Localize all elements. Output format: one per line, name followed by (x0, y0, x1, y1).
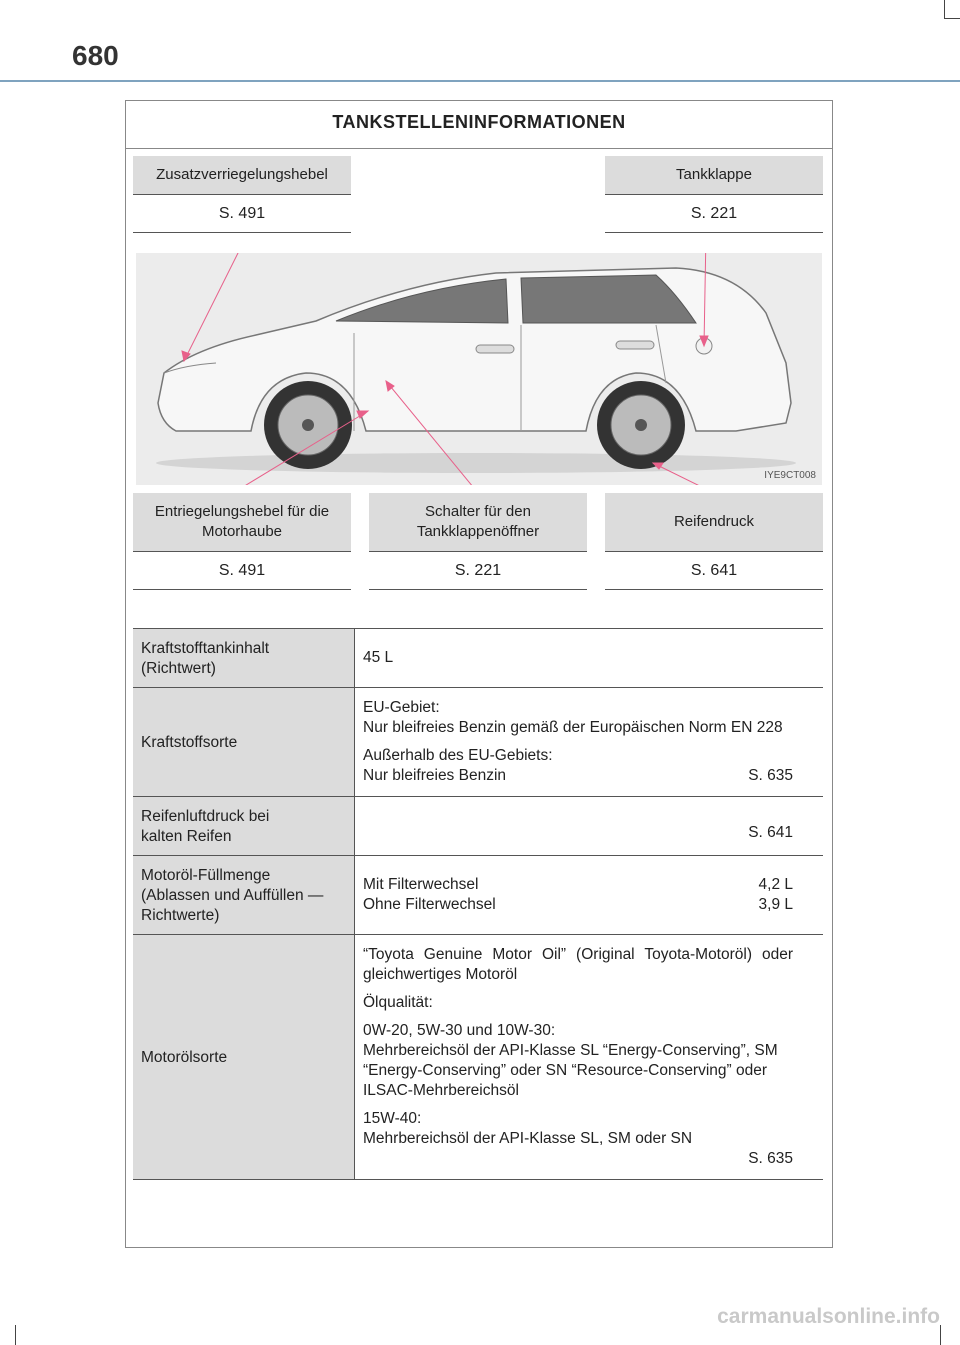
row-value-oil-quantity: Mit Filterwechsel 4,2 L Ohne Filterwechsel 3,9 L (355, 856, 824, 935)
crop-mark (15, 1325, 16, 1345)
ref-oil-type[interactable]: S. 635 (748, 1150, 793, 1167)
footer-watermark: carmanualsonline.info (717, 1305, 940, 1328)
label-tire-pressure: Reifendruck (605, 493, 823, 552)
table-row (133, 629, 823, 688)
row-value-capacity: 45 L (355, 629, 824, 688)
page-number: 680 (72, 40, 119, 71)
row-key-tire-pressure: Reifenluftdruck bei kalten Reifen (133, 797, 355, 856)
row-key-oil-type: Motorölsorte (133, 935, 355, 1180)
crop-mark (940, 1325, 941, 1345)
ref-tire-table[interactable]: S. 641 (748, 824, 793, 841)
label-auxiliary-catch-lever: Zusatzverriegelungshebel (133, 156, 351, 195)
header-rule (0, 80, 960, 82)
row-key-oil-quantity: Motoröl-Füllmenge (Ablassen und Auffüllen — Richtwerte) (133, 856, 355, 935)
row-key-capacity: Kraftstofftankinhalt (Richtwert) (133, 629, 355, 688)
spec-table (133, 628, 823, 1180)
ref-tire-pressure[interactable]: S. 641 (605, 553, 823, 590)
ref-hood-release-lever[interactable]: S. 491 (133, 553, 351, 590)
table-row (133, 797, 823, 856)
table-row (133, 856, 823, 935)
car-side-view (136, 253, 822, 485)
car-illustration (136, 253, 822, 485)
ref-fuel-door-opener-switch[interactable]: S. 221 (369, 553, 587, 590)
row-value-tire-pressure (355, 797, 824, 856)
label-hood-release-lever: Entriegelungshebel für die Motorhaube (133, 493, 351, 552)
ref-auxiliary-catch-lever[interactable]: S. 491 (133, 196, 351, 233)
row-value-oil-type: “Toyota Genuine Motor Oil” (Original Toyota-Motoröl) oder gleichwertiges Motoröl Ölqualität: 0W-20, 5W-30 und 10W-30: Mehrbereichsöl der API-Klasse SL “Energy-Conserving”, SM “Energy-Conserving” oder SN “Resource-Conserving” oder ILSAC-Mehrbereichsöl 15W-40: Mehrbereichsöl der API-Klasse SL, SM oder SN S. 635 (355, 935, 824, 1180)
image-code: IYE9CT008 (764, 470, 816, 481)
ref-fuel-door[interactable]: S. 221 (605, 196, 823, 233)
row-value-fuel-type: EU-Gebiet: Nur bleifreies Benzin gemäß der Europäischen Norm EN 228 Außerhalb des EU-Gebiets: Nur bleifreies Benzin S. 635 (355, 688, 824, 797)
label-fuel-door: Tankklappe (605, 156, 823, 195)
row-key-fuel-type: Kraftstoffsorte (133, 688, 355, 797)
ref-fuel-type[interactable]: S. 635 (748, 767, 793, 784)
section-title: TANKSTELLENINFORMATIONEN (126, 101, 832, 149)
table-row (133, 688, 823, 797)
crop-mark (944, 0, 945, 18)
crop-mark (944, 18, 960, 19)
label-fuel-door-opener-switch: Schalter für den Tankklappenöffner (369, 493, 587, 552)
table-row (133, 935, 823, 1180)
